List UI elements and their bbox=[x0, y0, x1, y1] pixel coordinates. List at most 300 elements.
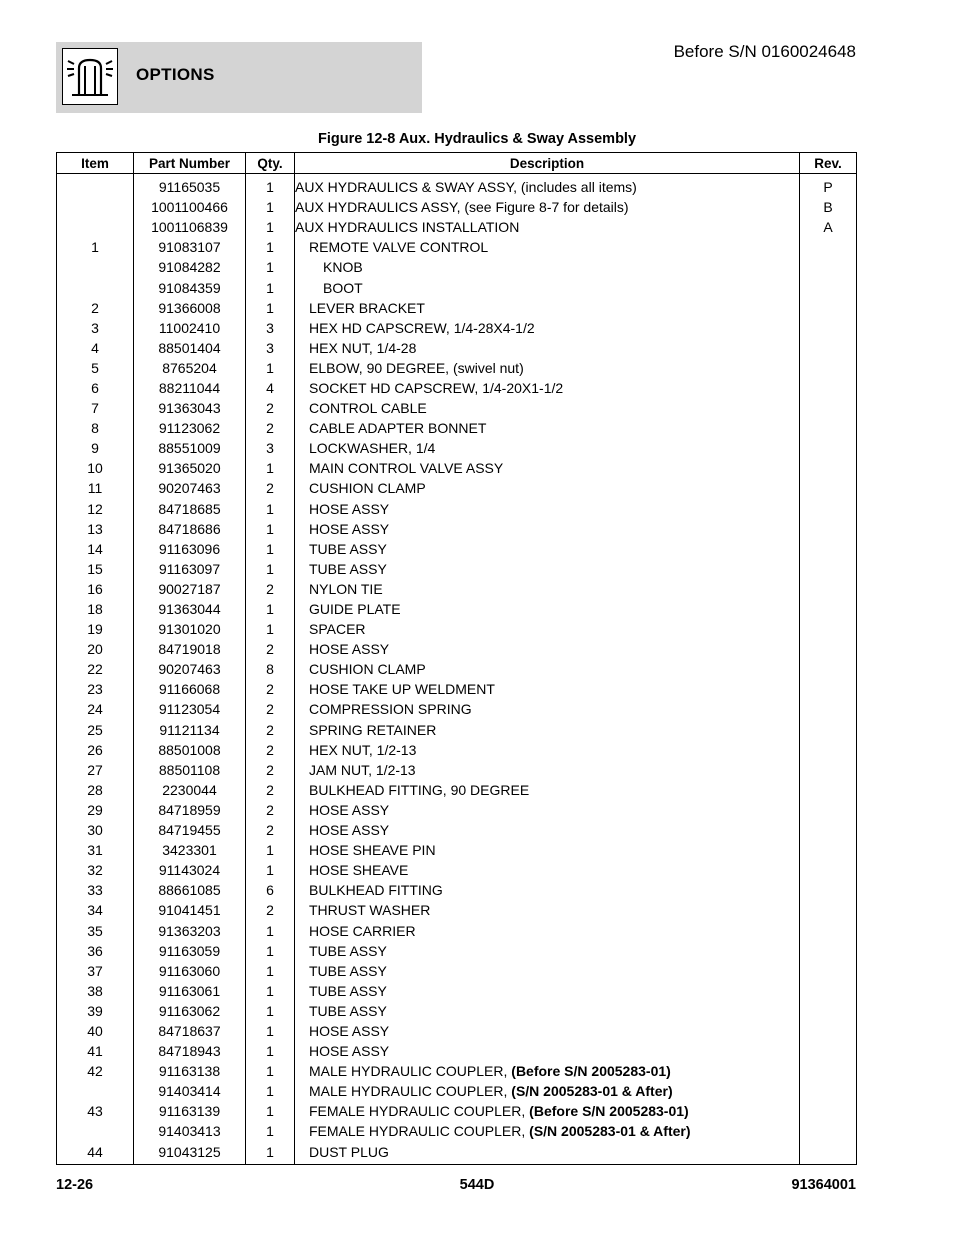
description-cell bbox=[295, 659, 800, 679]
table-row bbox=[57, 458, 857, 478]
rev-cell bbox=[800, 418, 857, 438]
item-cell: 8 bbox=[57, 418, 134, 438]
qty-cell: 2 bbox=[246, 478, 295, 498]
rev-cell: P bbox=[800, 174, 857, 198]
item-cell: 31 bbox=[57, 840, 134, 860]
rev-cell bbox=[800, 478, 857, 498]
qty-cell: 3 bbox=[246, 338, 295, 358]
column-header-part-number: Part Number bbox=[134, 153, 246, 174]
item-cell: 41 bbox=[57, 1041, 134, 1061]
description-text: AUX HYDRAULICS ASSY, (see Figure 8-7 for details) bbox=[295, 199, 629, 216]
description-text: HOSE ASSY bbox=[309, 1022, 390, 1039]
description-text: BULKHEAD FITTING, 90 DEGREE bbox=[309, 781, 530, 798]
rev-cell bbox=[800, 358, 857, 378]
table-row bbox=[57, 1021, 857, 1041]
description-cell bbox=[295, 257, 800, 277]
table-row bbox=[57, 1142, 857, 1165]
description-cell bbox=[295, 1041, 800, 1061]
item-cell: 13 bbox=[57, 519, 134, 539]
table-row bbox=[57, 174, 857, 198]
item-cell: 34 bbox=[57, 900, 134, 920]
serial-note: Before S/N 0160024648 bbox=[673, 42, 856, 61]
description-cell bbox=[295, 579, 800, 599]
part-number-cell: 91043125 bbox=[134, 1142, 246, 1165]
description-cell bbox=[295, 860, 800, 880]
item-cell: 6 bbox=[57, 378, 134, 398]
rev-cell bbox=[800, 1041, 857, 1061]
parts-table bbox=[56, 152, 857, 1165]
description-text: HEX HD CAPSCREW, 1/4-28X4-1/2 bbox=[309, 319, 535, 336]
qty-cell: 1 bbox=[246, 237, 295, 257]
parts-table-body bbox=[57, 174, 857, 1165]
rev-cell bbox=[800, 820, 857, 840]
part-number-cell: 11002410 bbox=[134, 318, 246, 338]
item-cell: 39 bbox=[57, 1001, 134, 1021]
rev-cell bbox=[800, 458, 857, 478]
part-number-cell: 90207463 bbox=[134, 478, 246, 498]
part-number-cell: 91084282 bbox=[134, 257, 246, 277]
rev-cell bbox=[800, 800, 857, 820]
table-row bbox=[57, 559, 857, 579]
item-cell: 22 bbox=[57, 659, 134, 679]
table-row bbox=[57, 519, 857, 539]
table-row bbox=[57, 418, 857, 438]
qty-cell: 2 bbox=[246, 579, 295, 599]
description-text: MALE HYDRAULIC COUPLER, bbox=[309, 1063, 512, 1080]
qty-cell: 2 bbox=[246, 820, 295, 840]
qty-cell: 2 bbox=[246, 398, 295, 418]
item-cell: 20 bbox=[57, 639, 134, 659]
item-cell: 10 bbox=[57, 458, 134, 478]
description-text: SPRING RETAINER bbox=[309, 721, 437, 738]
section-title: OPTIONS bbox=[136, 65, 215, 84]
item-cell: 18 bbox=[57, 599, 134, 619]
item-cell: 19 bbox=[57, 619, 134, 639]
table-row bbox=[57, 699, 857, 719]
description-text: HOSE ASSY bbox=[309, 500, 390, 517]
qty-cell: 1 bbox=[246, 257, 295, 277]
description-text: MAIN CONTROL VALVE ASSY bbox=[309, 460, 504, 477]
description-cell bbox=[295, 217, 800, 237]
table-row bbox=[57, 378, 857, 398]
item-cell: 37 bbox=[57, 961, 134, 981]
table-row bbox=[57, 860, 857, 880]
description-text: HEX NUT, 1/4-28 bbox=[309, 339, 417, 356]
description-text: HOSE ASSY bbox=[309, 520, 390, 537]
rev-cell bbox=[800, 318, 857, 338]
item-cell: 24 bbox=[57, 699, 134, 719]
rev-cell bbox=[800, 840, 857, 860]
item-cell: 2 bbox=[57, 298, 134, 318]
part-number-cell: 91363203 bbox=[134, 920, 246, 940]
rev-cell bbox=[800, 920, 857, 940]
description-cell bbox=[295, 237, 800, 257]
description-text: TUBE ASSY bbox=[309, 1002, 387, 1019]
description-cell bbox=[295, 840, 800, 860]
rev-cell bbox=[800, 539, 857, 559]
description-cell bbox=[295, 1061, 800, 1081]
item-cell: 11 bbox=[57, 478, 134, 498]
description-cell bbox=[295, 418, 800, 438]
table-row bbox=[57, 1121, 857, 1141]
description-text: NYLON TIE bbox=[309, 580, 383, 597]
description-cell bbox=[295, 780, 800, 800]
description-cell bbox=[295, 639, 800, 659]
table-row bbox=[57, 499, 857, 519]
serial-range-note: (S/N 2005283-01 & After) bbox=[511, 1083, 673, 1100]
rev-cell bbox=[800, 1081, 857, 1101]
description-text: SPACER bbox=[309, 621, 366, 638]
description-text: HOSE ASSY bbox=[309, 1043, 390, 1060]
table-row bbox=[57, 298, 857, 318]
rev-cell bbox=[800, 519, 857, 539]
qty-cell: 1 bbox=[246, 961, 295, 981]
description-text: MALE HYDRAULIC COUPLER, bbox=[309, 1083, 512, 1100]
table-row bbox=[57, 438, 857, 458]
description-text: KNOB bbox=[323, 259, 363, 276]
description-cell bbox=[295, 539, 800, 559]
table-row bbox=[57, 659, 857, 679]
description-cell bbox=[295, 478, 800, 498]
qty-cell: 1 bbox=[246, 458, 295, 478]
description-cell bbox=[295, 519, 800, 539]
rev-cell bbox=[800, 338, 857, 358]
item-cell: 36 bbox=[57, 941, 134, 961]
table-row bbox=[57, 539, 857, 559]
item-cell bbox=[57, 217, 134, 237]
rev-cell bbox=[800, 880, 857, 900]
part-number-cell: 88501108 bbox=[134, 760, 246, 780]
rev-cell bbox=[800, 619, 857, 639]
qty-cell: 1 bbox=[246, 840, 295, 860]
rev-cell bbox=[800, 559, 857, 579]
qty-cell: 2 bbox=[246, 780, 295, 800]
table-row bbox=[57, 277, 857, 297]
part-number-cell: 91163062 bbox=[134, 1001, 246, 1021]
rev-cell bbox=[800, 298, 857, 318]
part-number-cell: 84718686 bbox=[134, 519, 246, 539]
item-cell: 29 bbox=[57, 800, 134, 820]
rev-cell bbox=[800, 760, 857, 780]
part-number-cell: 90027187 bbox=[134, 579, 246, 599]
part-number-cell: 91084359 bbox=[134, 277, 246, 297]
description-text: REMOTE VALVE CONTROL bbox=[309, 239, 489, 256]
part-number-cell: 91301020 bbox=[134, 619, 246, 639]
rev-cell bbox=[800, 900, 857, 920]
qty-cell: 1 bbox=[246, 1041, 295, 1061]
rev-cell bbox=[800, 438, 857, 458]
item-cell: 14 bbox=[57, 539, 134, 559]
description-text: ELBOW, 90 DEGREE, (swivel nut) bbox=[309, 359, 524, 376]
description-text: BOOT bbox=[323, 279, 363, 296]
table-row bbox=[57, 358, 857, 378]
table-row bbox=[57, 760, 857, 780]
item-cell: 27 bbox=[57, 760, 134, 780]
column-header-rev: Rev. bbox=[800, 153, 857, 174]
part-number-cell: 91163059 bbox=[134, 941, 246, 961]
rev-cell: B bbox=[800, 197, 857, 217]
part-number-cell: 84719018 bbox=[134, 639, 246, 659]
part-number-cell: 84718943 bbox=[134, 1041, 246, 1061]
description-text: HOSE CARRIER bbox=[309, 922, 416, 939]
qty-cell: 1 bbox=[246, 1121, 295, 1141]
table-row bbox=[57, 780, 857, 800]
qty-cell: 2 bbox=[246, 900, 295, 920]
description-text: JAM NUT, 1/2-13 bbox=[309, 761, 416, 778]
description-text: BULKHEAD FITTING bbox=[309, 882, 443, 899]
column-header-item: Item bbox=[57, 153, 134, 174]
rev-cell bbox=[800, 1101, 857, 1121]
qty-cell: 1 bbox=[246, 539, 295, 559]
description-cell bbox=[295, 981, 800, 1001]
description-text: HOSE ASSY bbox=[309, 641, 390, 658]
part-number-cell: 91163139 bbox=[134, 1101, 246, 1121]
description-text: HOSE ASSY bbox=[309, 801, 390, 818]
description-cell bbox=[295, 1081, 800, 1101]
qty-cell: 8 bbox=[246, 659, 295, 679]
description-text: HEX NUT, 1/2-13 bbox=[309, 741, 417, 758]
part-number-cell: 91163096 bbox=[134, 539, 246, 559]
part-number-cell: 91083107 bbox=[134, 237, 246, 257]
qty-cell: 1 bbox=[246, 559, 295, 579]
description-text: HOSE TAKE UP WELDMENT bbox=[309, 681, 495, 698]
item-cell: 32 bbox=[57, 860, 134, 880]
part-number-cell: 90207463 bbox=[134, 659, 246, 679]
qty-cell: 1 bbox=[246, 519, 295, 539]
description-text: GUIDE PLATE bbox=[309, 601, 401, 618]
part-number-cell: 84718959 bbox=[134, 800, 246, 820]
description-text: FEMALE HYDRAULIC COUPLER, bbox=[309, 1103, 530, 1120]
description-cell bbox=[295, 679, 800, 699]
description-cell bbox=[295, 338, 800, 358]
item-cell: 5 bbox=[57, 358, 134, 378]
part-number-cell: 91363044 bbox=[134, 599, 246, 619]
description-text: THRUST WASHER bbox=[309, 902, 431, 919]
rev-cell bbox=[800, 378, 857, 398]
item-cell bbox=[57, 1081, 134, 1101]
table-row bbox=[57, 900, 857, 920]
manual-number: 91364001 bbox=[791, 1177, 856, 1193]
qty-cell: 1 bbox=[246, 1142, 295, 1165]
rev-cell bbox=[800, 679, 857, 699]
qty-cell: 1 bbox=[246, 1061, 295, 1081]
table-row bbox=[57, 338, 857, 358]
qty-cell: 1 bbox=[246, 920, 295, 940]
part-number-cell: 91163061 bbox=[134, 981, 246, 1001]
description-text: FEMALE HYDRAULIC COUPLER, bbox=[309, 1123, 530, 1140]
item-cell: 4 bbox=[57, 338, 134, 358]
item-cell: 16 bbox=[57, 579, 134, 599]
description-text: COMPRESSION SPRING bbox=[309, 701, 472, 718]
qty-cell: 2 bbox=[246, 760, 295, 780]
part-number-cell: 88501008 bbox=[134, 740, 246, 760]
description-cell bbox=[295, 900, 800, 920]
description-cell bbox=[295, 961, 800, 981]
qty-cell: 2 bbox=[246, 418, 295, 438]
table-row bbox=[57, 740, 857, 760]
item-cell bbox=[57, 197, 134, 217]
table-row bbox=[57, 920, 857, 940]
rev-cell bbox=[800, 1001, 857, 1021]
qty-cell: 1 bbox=[246, 277, 295, 297]
part-number-cell: 88551009 bbox=[134, 438, 246, 458]
part-number-cell: 1001106839 bbox=[134, 217, 246, 237]
qty-cell: 1 bbox=[246, 217, 295, 237]
item-cell: 30 bbox=[57, 820, 134, 840]
rev-cell bbox=[800, 860, 857, 880]
description-cell bbox=[295, 499, 800, 519]
table-row bbox=[57, 720, 857, 740]
part-number-cell: 8765204 bbox=[134, 358, 246, 378]
serial-range-note: (S/N 2005283-01 & After) bbox=[529, 1123, 691, 1140]
table-row bbox=[57, 981, 857, 1001]
table-row bbox=[57, 1001, 857, 1021]
rev-cell bbox=[800, 780, 857, 800]
description-cell bbox=[295, 760, 800, 780]
qty-cell: 1 bbox=[246, 981, 295, 1001]
table-row bbox=[57, 840, 857, 860]
qty-cell: 3 bbox=[246, 318, 295, 338]
description-text: SOCKET HD CAPSCREW, 1/4-20X1-1/2 bbox=[309, 379, 564, 396]
description-cell bbox=[295, 174, 800, 198]
rev-cell bbox=[800, 639, 857, 659]
table-row bbox=[57, 619, 857, 639]
table-row bbox=[57, 217, 857, 237]
table-row bbox=[57, 257, 857, 277]
qty-cell: 4 bbox=[246, 378, 295, 398]
description-text: CABLE ADAPTER BONNET bbox=[309, 420, 487, 437]
rev-cell bbox=[800, 961, 857, 981]
rev-cell bbox=[800, 277, 857, 297]
part-number-cell: 91366008 bbox=[134, 298, 246, 318]
description-cell bbox=[295, 740, 800, 760]
qty-cell: 1 bbox=[246, 860, 295, 880]
table-row bbox=[57, 599, 857, 619]
table-row bbox=[57, 1041, 857, 1061]
table-row bbox=[57, 318, 857, 338]
part-number-cell: 84719455 bbox=[134, 820, 246, 840]
description-text: TUBE ASSY bbox=[309, 962, 387, 979]
description-text: LOCKWASHER, 1/4 bbox=[309, 440, 436, 457]
qty-cell: 2 bbox=[246, 679, 295, 699]
item-cell: 9 bbox=[57, 438, 134, 458]
description-text: HOSE SHEAVE bbox=[309, 862, 409, 879]
item-cell bbox=[57, 277, 134, 297]
item-cell: 38 bbox=[57, 981, 134, 1001]
description-cell bbox=[295, 1021, 800, 1041]
part-number-cell: 84718685 bbox=[134, 499, 246, 519]
part-number-cell: 2230044 bbox=[134, 780, 246, 800]
description-text: TUBE ASSY bbox=[309, 942, 387, 959]
rev-cell bbox=[800, 740, 857, 760]
description-text: AUX HYDRAULICS INSTALLATION bbox=[295, 219, 520, 236]
part-number-cell: 88501404 bbox=[134, 338, 246, 358]
rev-cell bbox=[800, 1061, 857, 1081]
rev-cell bbox=[800, 1121, 857, 1141]
description-text: HOSE ASSY bbox=[309, 822, 390, 839]
qty-cell: 3 bbox=[246, 438, 295, 458]
item-cell: 25 bbox=[57, 720, 134, 740]
table-row bbox=[57, 1081, 857, 1101]
item-cell: 40 bbox=[57, 1021, 134, 1041]
rev-cell bbox=[800, 981, 857, 1001]
qty-cell: 1 bbox=[246, 941, 295, 961]
table-header-row bbox=[57, 153, 857, 174]
part-number-cell: 91165035 bbox=[134, 174, 246, 198]
item-cell: 44 bbox=[57, 1142, 134, 1165]
description-cell bbox=[295, 920, 800, 940]
table-row bbox=[57, 398, 857, 418]
table-row bbox=[57, 197, 857, 217]
description-text: AUX HYDRAULICS & SWAY ASSY, (includes all items) bbox=[295, 179, 637, 196]
table-row bbox=[57, 679, 857, 699]
description-text: HOSE SHEAVE PIN bbox=[309, 842, 436, 859]
rev-cell bbox=[800, 599, 857, 619]
description-text: TUBE ASSY bbox=[309, 982, 387, 999]
qty-cell: 1 bbox=[246, 1101, 295, 1121]
part-number-cell: 88661085 bbox=[134, 880, 246, 900]
description-cell bbox=[295, 1101, 800, 1121]
description-cell bbox=[295, 197, 800, 217]
part-number-cell: 91041451 bbox=[134, 900, 246, 920]
item-cell: 3 bbox=[57, 318, 134, 338]
part-number-cell: 91363043 bbox=[134, 398, 246, 418]
item-cell bbox=[57, 257, 134, 277]
table-row bbox=[57, 941, 857, 961]
rev-cell bbox=[800, 237, 857, 257]
item-cell bbox=[57, 1121, 134, 1141]
description-cell bbox=[295, 1001, 800, 1021]
description-text: TUBE ASSY bbox=[309, 540, 387, 557]
qty-cell: 2 bbox=[246, 639, 295, 659]
item-cell: 23 bbox=[57, 679, 134, 699]
rev-cell bbox=[800, 499, 857, 519]
description-cell bbox=[295, 438, 800, 458]
lift-platform-warning-icon bbox=[62, 48, 118, 105]
table-row bbox=[57, 237, 857, 257]
qty-cell: 1 bbox=[246, 499, 295, 519]
table-row bbox=[57, 478, 857, 498]
item-cell: 33 bbox=[57, 880, 134, 900]
item-cell: 15 bbox=[57, 559, 134, 579]
qty-cell: 1 bbox=[246, 197, 295, 217]
part-number-cell: 91163138 bbox=[134, 1061, 246, 1081]
description-cell bbox=[295, 378, 800, 398]
rev-cell bbox=[800, 720, 857, 740]
description-cell bbox=[295, 398, 800, 418]
description-cell bbox=[295, 880, 800, 900]
qty-cell: 2 bbox=[246, 699, 295, 719]
part-number-cell: 91166068 bbox=[134, 679, 246, 699]
item-cell: 7 bbox=[57, 398, 134, 418]
description-cell bbox=[295, 458, 800, 478]
description-text: TUBE ASSY bbox=[309, 560, 387, 577]
part-number-cell: 84718637 bbox=[134, 1021, 246, 1041]
description-cell bbox=[295, 298, 800, 318]
qty-cell: 2 bbox=[246, 800, 295, 820]
page-number: 12-26 bbox=[56, 1177, 94, 1193]
part-number-cell: 91365020 bbox=[134, 458, 246, 478]
qty-cell: 1 bbox=[246, 174, 295, 198]
table-row bbox=[57, 800, 857, 820]
description-text: CUSHION CLAMP bbox=[309, 661, 426, 678]
qty-cell: 1 bbox=[246, 1081, 295, 1101]
item-cell: 28 bbox=[57, 780, 134, 800]
table-row bbox=[57, 820, 857, 840]
item-cell: 43 bbox=[57, 1101, 134, 1121]
rev-cell bbox=[800, 257, 857, 277]
item-cell: 12 bbox=[57, 499, 134, 519]
